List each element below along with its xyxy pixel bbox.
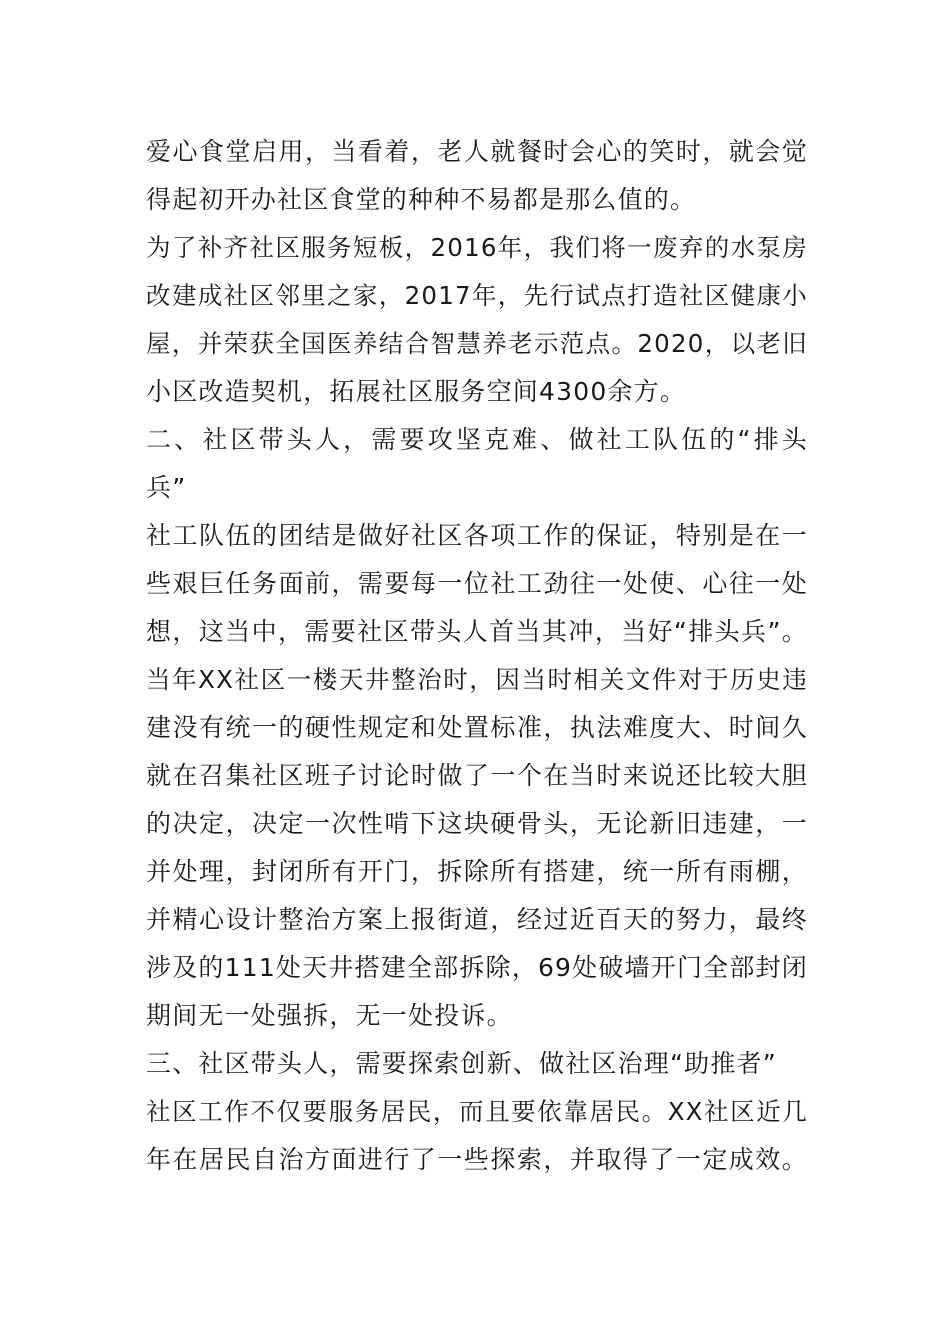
text-line: 年在居民自治方面进行了一些探索，并取得了一定成效。 bbox=[146, 1145, 808, 1174]
text-line: 改建成社区邻里之家，2017年，先行试点打造社区健康小 bbox=[146, 281, 808, 310]
text-line: 为了补齐社区服务短板，2016年，我们将一废弃的水泵房 bbox=[146, 233, 808, 262]
text-line: 涉及的111处天井搭建全部拆除，69处破墙开门全部封闭 bbox=[146, 953, 808, 982]
text-line: 并处理，封闭所有开门，拆除所有搭建，统一所有雨棚， bbox=[146, 857, 808, 886]
text-line: 屋，并荣获全国医养结合智慧养老示范点。2020，以老旧 bbox=[146, 329, 808, 358]
text-line: 小区改造契机，拓展社区服务空间4300余方。 bbox=[146, 377, 687, 406]
text-line: 爱心食堂启用，当看着，老人就餐时会心的笑时，就会觉 bbox=[146, 137, 808, 166]
text-line: 想，这当中，需要社区带头人首当其冲，当好“排头兵”。 bbox=[146, 617, 808, 646]
text-line: 当年XX社区一楼天井整治时，因当时相关文件对于历史违 bbox=[146, 665, 808, 694]
text-line: 得起初开办社区食堂的种种不易都是那么值的。 bbox=[146, 185, 697, 214]
section-heading-continued: 兵” bbox=[146, 473, 187, 502]
text-line: 社工队伍的团结是做好社区各项工作的保证，特别是在一 bbox=[146, 521, 808, 550]
section-heading: 二、社区带头人，需要攻坚克难、做社工队伍的“排头 bbox=[146, 425, 808, 454]
text-line: 建没有统一的硬性规定和处置标准，执法难度大、时间久 bbox=[146, 713, 808, 742]
text-line: 就在召集社区班子讨论时做了一个在当时来说还比较大胆 bbox=[146, 761, 808, 790]
section-heading: 三、社区带头人，需要探索创新、做社区治理“助推者” bbox=[146, 1049, 777, 1078]
text-line: 的决定，决定一次性啃下这块硬骨头，无论新旧违建，一 bbox=[146, 809, 808, 838]
text-line: 期间无一处强拆，无一处投诉。 bbox=[146, 1001, 513, 1030]
text-line: 些艰巨任务面前，需要每一位社工劲往一处使、心往一处 bbox=[146, 569, 808, 598]
text-line: 并精心设计整治方案上报街道，经过近百天的努力，最终 bbox=[146, 905, 808, 934]
text-line: 社区工作不仅要服务居民，而且要依靠居民。XX社区近几 bbox=[146, 1097, 808, 1126]
document-body bbox=[146, 128, 808, 1184]
